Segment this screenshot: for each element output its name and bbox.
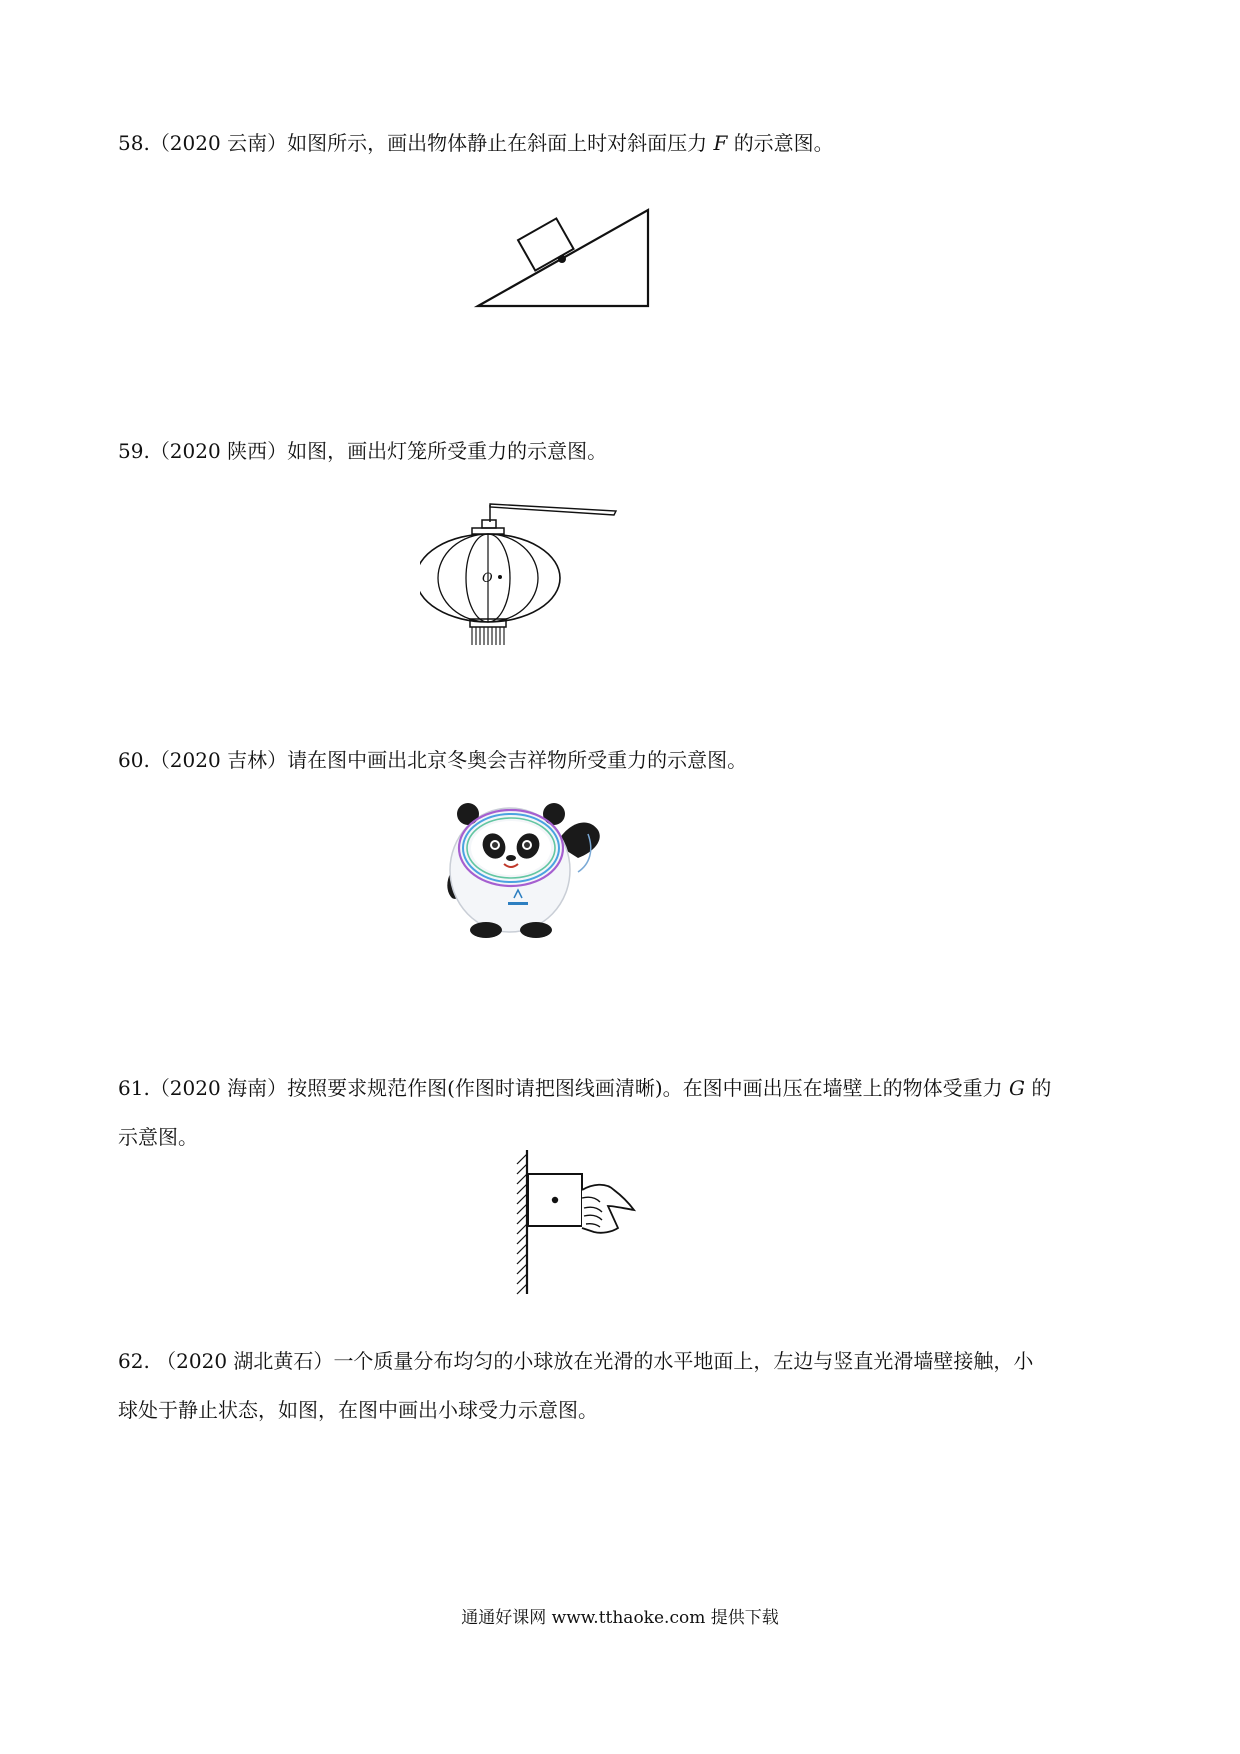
question-text: 请在图中画出北京冬奥会吉祥物所受重力的示意图。: [287, 748, 748, 772]
question-text: 按照要求规范作图(作图时请把图线画清晰)。在图中画出压在墙壁上的物体受重力: [287, 1076, 1003, 1100]
wall-block-figure: [510, 1148, 660, 1298]
question-60: [118, 736, 1128, 784]
incline-figure: [470, 200, 660, 315]
lantern-figure: [420, 495, 625, 650]
question-number: 61.: [118, 1076, 150, 1100]
question-source: （2020 海南）: [149, 1076, 288, 1100]
question-text-line2: 球处于静止状态，如图，在图中画出小球受力示意图。: [118, 1398, 598, 1422]
lantern-center-label: O: [482, 571, 493, 586]
question-text: 一个质量分布均匀的小球放在光滑的水平地面上，左边与竖直光滑墙壁接触，小: [333, 1349, 1034, 1373]
footer-url: www.tthaoke.com: [551, 1608, 706, 1628]
question-number: 58.: [118, 131, 150, 155]
question-source: （2020 云南）: [149, 131, 288, 155]
footer-suffix: 提供下载: [710, 1608, 779, 1628]
question-59: [118, 427, 1128, 475]
question-62: [118, 1337, 1128, 1385]
footer-site-name: 通通好课网: [461, 1608, 547, 1628]
question-source: （2020 吉林）: [149, 748, 288, 772]
question-62-line2: [118, 1386, 1128, 1434]
question-number: 59.: [118, 439, 150, 463]
question-61: [118, 1064, 1128, 1112]
question-text-end: 的示意图。: [733, 131, 834, 155]
question-source: （2020 湖北黄石）: [156, 1349, 334, 1373]
question-text: 如图所示，画出物体静止在斜面上时对斜面压力: [287, 131, 708, 155]
question-number: 62.: [118, 1349, 150, 1373]
question-text-line2: 示意图。: [118, 1125, 198, 1149]
force-variable: F: [713, 131, 728, 155]
question-text: 如图，画出灯笼所受重力的示意图。: [287, 439, 608, 463]
question-text-end: 的: [1031, 1076, 1052, 1100]
question-number: 60.: [118, 748, 150, 772]
question-58: [118, 119, 1128, 167]
question-source: （2020 陕西）: [149, 439, 288, 463]
weight-variable: G: [1009, 1076, 1026, 1100]
mascot-figure: [438, 792, 618, 942]
page-footer: [0, 1603, 1240, 1628]
